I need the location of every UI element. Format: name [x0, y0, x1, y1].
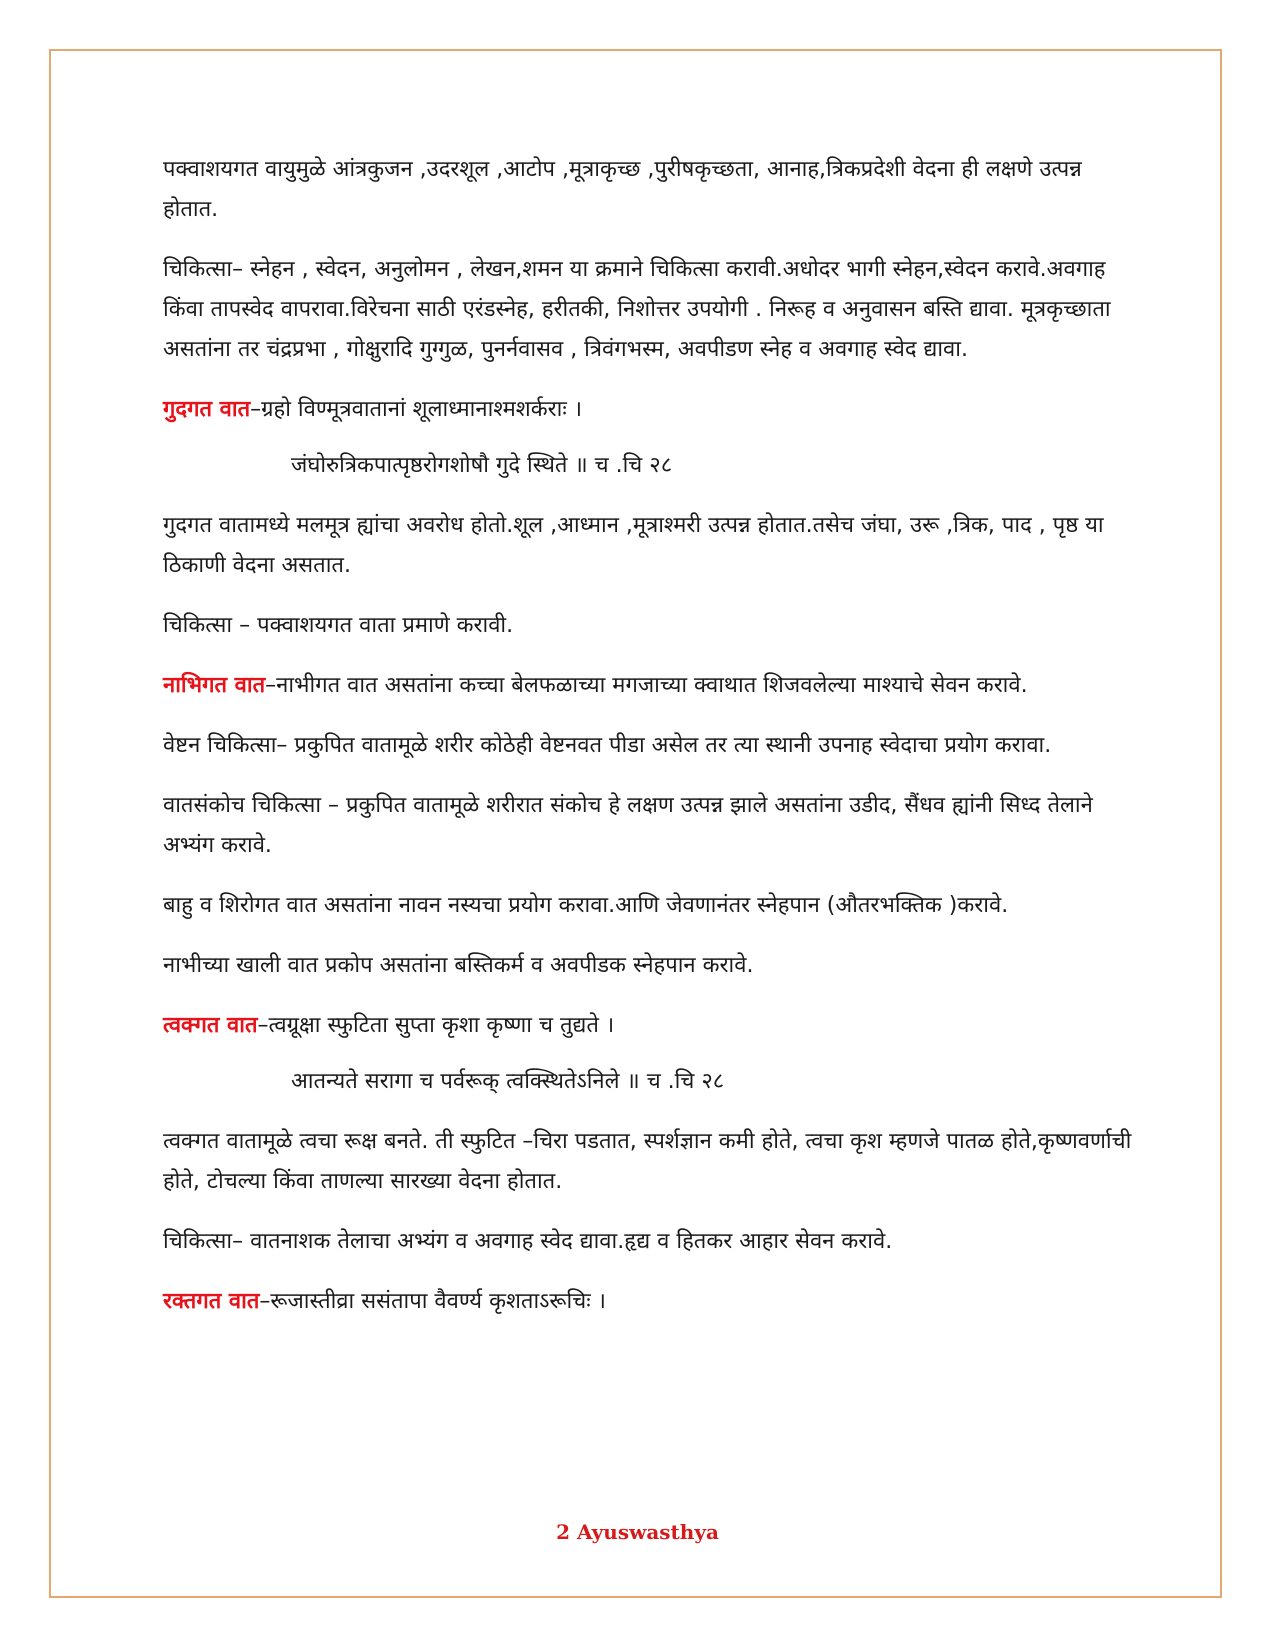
verse-gudagat: जंघोरुत्रिकपात्पृष्ठरोगशोषौ गुदे स्थिते ॥ च .चि २८	[291, 453, 673, 478]
paragraph-pakvashaya-treatment: चिकित्सा– स्नेहन , स्वेदन, अनुलोमन , लेखन,शमन या क्रमाने चिकित्सा करावी.अधोदर भागी स्नेहन,स्वेदन करावे.अवगाह किंवा तापस्वेद वापरावा.विरेचना साठी एरंडस्नेह, हरीतकी, निशोत्तर उपयोगी . निरूह व अनुवासन बस्ति द्यावा. मूत्रकृच्छाता असतांना तर चंद्रप्रभा , गोक्षुरादि गुग्गुळ, पुनर्नवासव , त्रिवंगभस्म, अवपीडण स्नेह व अवगाह स्वेद द्यावा.	[163, 257, 1111, 362]
section-heading: त्वक्गत वात	[163, 1013, 258, 1038]
paragraph-gudagat-heading: गुदगत वात–ग्रहो विण्मूत्रवातानां शूलाध्मानाश्मशर्कराः ।	[163, 397, 583, 422]
paragraph-tvakgat-description: त्वक्गत वातामूळे त्वचा रूक्ष बनते. ती स्फुटित –चिरा पडतात, स्पर्शज्ञान कमी होते, त्वचा कृश म्हणजे पातळ होते,कृष्णवर्णाची होते, टोचल्या किंवा ताणल्या सारख्या वेदना होतात.	[163, 1129, 1132, 1194]
paragraph-pakvashaya-symptoms: पक्वाशयगत वायुमुळे आंत्रकुजन ,उदरशूल ,आटोप ,मूत्राकृच्छ ,पुरीषकृच्छता, आनाह,त्रिकप्रदेशी वेदना ही लक्षणे उत्पन्न होतात.	[163, 157, 1082, 222]
paragraph-vatsankoch-treatment: वातसंकोच चिकित्सा – प्रकुपित वातामूळे शरीरात संकोच हे लक्षण उत्पन्न झाले असतांना उडीद, सैंधव ह्यांनी सिध्द तेलाने अभ्यंग करावे.	[163, 793, 1093, 858]
paragraph-bahu-shirogat: बाहु व शिरोगत वात असतांना नावन नस्यचा प्रयोग करावा.आणि जेवणानंतर स्नेहपान (औतरभक्तिक )करावे.	[163, 893, 1009, 918]
page-footer: 2 Ayuswasthya	[556, 1520, 719, 1544]
paragraph-raktagat-heading: रक्तगत वात–रूजास्तीव्रा ससंतापा वैवर्ण्य कृशताऽरूचिः ।	[163, 1289, 606, 1314]
section-heading: नाभिगत वात	[163, 673, 266, 698]
paragraph-gudagat-treatment: चिकित्सा – पक्वाशयगत वाता प्रमाणे करावी.	[163, 613, 514, 638]
paragraph-tvakgat-heading: त्वक्गत वात–त्वग्रूक्षा स्फुटिता सुप्ता कृशा कृष्णा च तुद्यते ।	[163, 1013, 615, 1038]
section-heading: गुदगत वात	[163, 397, 251, 422]
paragraph-nabhi-below: नाभीच्या खाली वात प्रकोप असतांना बस्तिकर्म व अवपीडक स्नेहपान करावे.	[163, 953, 754, 978]
verse-tvakgat: आतन्यते सरागा च पर्वरूक् त्वक्स्थितेऽनिले ॥ च .चि २८	[291, 1069, 725, 1094]
paragraph-gudagat-description: गुदगत वातामध्ये मलमूत्र ह्यांचा अवरोध होतो.शूल ,आध्मान ,मूत्राश्मरी उत्पन्न होतात.तसेच जंघा, उरू ,त्रिक, पाद , पृष्ठ या ठिकाणी वेदना असतात.	[163, 513, 1104, 578]
paragraph-tvakgat-treatment: चिकित्सा– वातनाशक तेलाचा अभ्यंग व अवगाह स्वेद द्यावा.हृद्य व हितकर आहार सेवन करावे.	[163, 1229, 893, 1254]
paragraph-veshtan-treatment: वेष्टन चिकित्सा– प्रकुपित वातामूळे शरीर कोठेही वेष्टनवत पीडा असेल तर त्या स्थानी उपनाह स्वेदाचा प्रयोग करावा.	[163, 733, 1052, 758]
section-heading: रक्तगत वात	[163, 1289, 260, 1314]
paragraph-nabhigat: नाभिगत वात–नाभीगत वात असतांना कच्चा बेलफळाच्या मगजाच्या क्वाथात शिजवलेल्या माश्याचे सेवन करावे.	[163, 673, 1028, 698]
document-body	[163, 150, 1143, 1342]
